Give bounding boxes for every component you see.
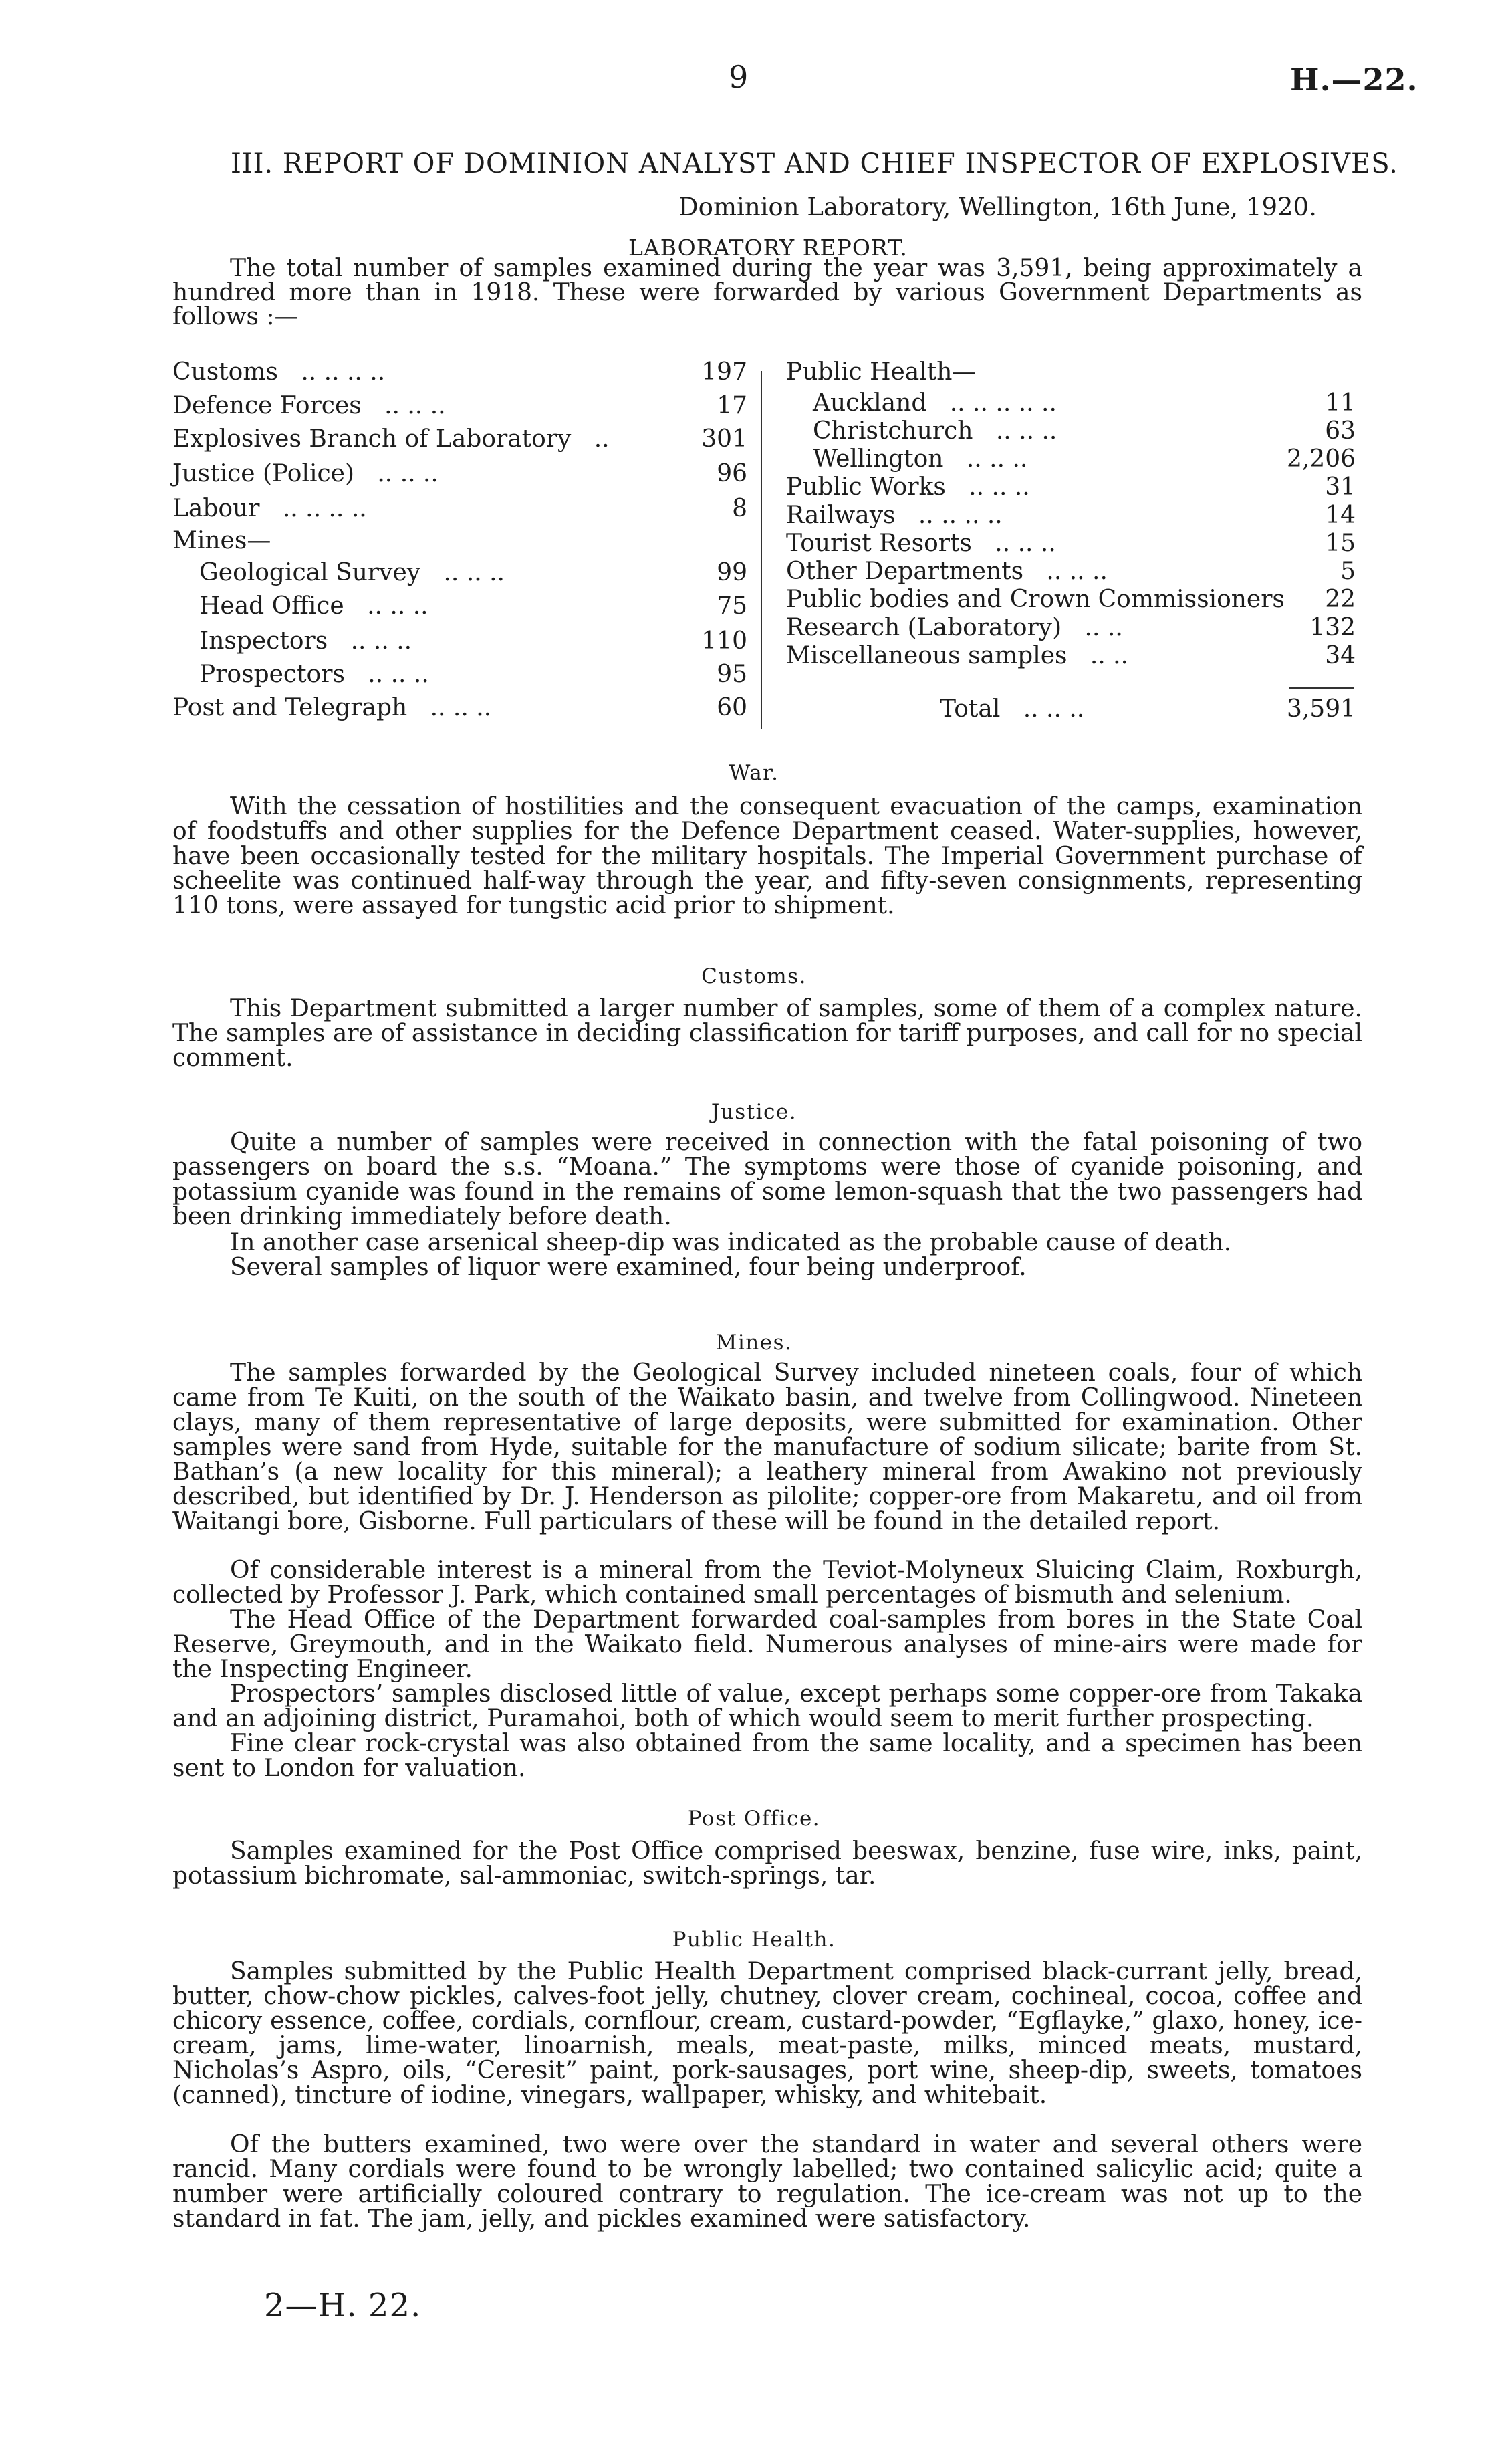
table-row (786, 358, 1356, 386)
post-office-paragraph: Samples examined for the Post Office comprised beeswax, benzine, fuse wire, inks, paint, potassium bichromate, sal-ammoniac, switch-springs, tar. (172, 1837, 1362, 1890)
row-value: 14 (1325, 501, 1356, 529)
leader-dots: .. .. .. .. (918, 501, 1003, 529)
leader-dots: .. .. .. (350, 627, 412, 655)
table-row (172, 392, 747, 419)
row-value: 75 (717, 592, 747, 620)
row-label: Inspectors (199, 627, 328, 655)
table-row (813, 417, 1356, 445)
report-title: III. REPORT OF DOMINION ANALYST AND CHIEF INSPECTOR OF EXPLOSIVES. (231, 148, 1398, 179)
samples-table-right (786, 358, 1356, 733)
table-row (172, 425, 747, 453)
table-total-row (940, 695, 1356, 723)
section-heading-war: War. (729, 761, 779, 785)
leader-dots: .. .. .. .. (301, 358, 386, 386)
row-value: 301 (701, 425, 747, 453)
mines-paragraph-1: The samples forwarded by the Geological Survey included nineteen coals, four of which came from Te Kuiti, on the south of the Waikato basin, and twelve from Collingwood. Nineteen clays, many of them representative of large deposits, were submitted for examination. Other samples were sand from Hyde, suitable for the manufacture of sodium silicate; barite from St. Bathan’s (a new locality for this mineral); a leathery mineral from Awakino not previously described, but identified by Dr. J. Henderson as pilolite; copper-ore from Makaretu, and oil from Waitangi bore, Gisborne. Full particulars of these will be found in the detailed report. (172, 1359, 1362, 1535)
row-label: Prospectors (199, 661, 345, 688)
row-value: 60 (717, 694, 747, 721)
row-label: Public Works (786, 473, 946, 501)
row-value: 132 (1309, 614, 1356, 641)
leader-dots: .. .. .. (368, 661, 429, 688)
row-value: 34 (1325, 642, 1356, 669)
table-row (199, 661, 747, 688)
leader-dots: .. .. .. (384, 392, 446, 419)
table-divider (761, 371, 762, 729)
table-row (172, 358, 747, 386)
row-label: Geological Survey (199, 559, 421, 586)
samples-table-left (172, 358, 747, 733)
table-row (786, 614, 1356, 641)
row-value: 2,206 (1286, 445, 1356, 473)
lab-report-heading: LABORATORY REPORT. (628, 235, 908, 261)
public-health-paragraph-1: Samples submitted by the Public Health Department comprised black-currant jelly, bread, butter, chow-chow pickles, calves-foot jelly, chutney, clover cream, cochineal, cocoa, coffee and chicory essence, coffee, cordials, cornflour, cream, custard-powder, “Egflayke,” glaxo, honey, ice-cream, jams, lime-water, linoarnish, meals, meat-paste, milks, minced meats, mustard, Nicholas’s Aspro, oils, “Ceresit” paint, pork-sausages, port wine, sheep-dip, sweets, tomatoes (canned), tincture of iodine, vinegars, wallpaper, whisky, and whitebait. (172, 1958, 1362, 2109)
leader-dots: .. .. .. .. .. (949, 389, 1057, 417)
table-row (786, 530, 1356, 557)
justice-paragraph-3: Several samples of liquor were examined, four being underproof. (230, 1254, 1027, 1281)
total-value: 3,591 (1286, 695, 1356, 723)
leader-dots: .. .. .. (377, 460, 438, 487)
row-label: Other Departments (786, 558, 1024, 585)
row-value: 11 (1325, 389, 1356, 417)
justice-paragraph-1: Quite a number of samples were received in connection with the fatal poisoning of two passengers on board the s.s. “Moana.” The symptoms were those of cyanide poisoning, and potassium cyanide was found in the remains of some lemon-squash that the two passengers had been drinking immediately before death. (172, 1129, 1362, 1230)
row-label: Post and Telegraph (172, 694, 408, 721)
row-value: 5 (1340, 558, 1356, 585)
section-heading-mines: Mines. (715, 1331, 793, 1355)
row-label: Explosives Branch of Laboratory (172, 425, 572, 453)
table-row (786, 473, 1356, 501)
table-row (786, 501, 1356, 529)
row-value: 95 (717, 661, 747, 688)
intro-paragraph: The total number of samples examined during the year was 3,591, being approximately a hundred more than in 1918. These were forwarded by various Government Departments as follows :— (172, 255, 1362, 330)
row-value: 15 (1325, 530, 1356, 557)
table-row (199, 592, 747, 620)
total-label: Total (940, 695, 1001, 723)
mines-paragraph-5: Fine clear rock-crystal was also obtained from the same locality, and a specimen has been sent to London for valuation. (172, 1730, 1362, 1782)
table-row (172, 460, 747, 487)
row-value: 22 (1325, 586, 1356, 613)
table-row (813, 445, 1356, 473)
row-label: Railways (786, 501, 896, 529)
row-label: Public Health— (786, 358, 977, 386)
leader-dots: .. .. .. (443, 559, 505, 586)
row-value: 31 (1325, 473, 1356, 501)
justice-paragraph-2: In another case arsenical sheep-dip was indicated as the probable cause of death. (230, 1229, 1232, 1256)
section-heading-justice: Justice. (711, 1100, 797, 1124)
row-value: 197 (701, 358, 747, 386)
row-value: 17 (717, 392, 747, 419)
row-label: Christchurch (813, 417, 973, 445)
leader-dots: .. .. .. (1023, 695, 1085, 723)
row-label: Tourist Resorts (786, 530, 972, 557)
mines-paragraph-2: Of considerable interest is a mineral from the Teviot-Molyneux Sluicing Claim, Roxburgh, collected by Professor J. Park, which contained small percentages of bismuth and selenium. (172, 1557, 1362, 1609)
table-row (813, 389, 1356, 417)
leader-dots: .. .. .. (969, 473, 1030, 501)
leader-dots: .. .. .. .. (282, 495, 367, 522)
row-label: Head Office (199, 592, 344, 620)
leader-dots: .. .. (1090, 642, 1129, 669)
mines-paragraph-4: Prospectors’ samples disclosed little of value, except perhaps some copper-ore from Takaka and an adjoining district, Puramahoi, both of which would seem to merit further prospecting. (172, 1680, 1362, 1732)
war-paragraph: With the cessation of hostilities and the consequent evacuation of the camps, examination of foodstuffs and other supplies for the Defence Department ceased. Water-supplies, however, have been occasionally tested for the military hospitals. The Imperial Government purchase of scheelite was continued half-way through the year, and fifty-seven consignments, representing 110 tons, were assayed for tungstic acid prior to shipment. (172, 793, 1362, 919)
table-row (199, 559, 747, 586)
row-value: 99 (717, 559, 747, 586)
signature-line: 2—H. 22. (264, 2287, 422, 2324)
row-value: 96 (717, 460, 747, 487)
leader-dots: .. .. .. (430, 694, 492, 721)
table-row (172, 527, 747, 554)
row-label: Justice (Police) (172, 460, 355, 487)
section-heading-post-office: Post Office. (687, 1807, 821, 1831)
table-row (199, 627, 747, 655)
dateline: Dominion Laboratory, Wellington, 16th June, 1920. (678, 193, 1317, 221)
table-row (786, 558, 1356, 585)
row-label: Public bodies and Crown Commissioners (786, 586, 1285, 613)
leader-dots: .. .. .. (995, 417, 1057, 445)
leader-dots: .. .. .. (995, 530, 1056, 557)
row-value: 63 (1325, 417, 1356, 445)
table-row (172, 694, 747, 721)
leader-dots: .. .. (1084, 614, 1123, 641)
page-number: 9 (729, 59, 749, 95)
leader-dots: .. .. .. (966, 445, 1028, 473)
mines-paragraph-3: The Head Office of the Department forwarded coal-samples from bores in the State Coal Reserve, Greymouth, and in the Waikato field. Numerous analyses of mine-airs were made for the Inspecting Engineer. (172, 1606, 1362, 1683)
leader-dots: .. .. .. (1046, 558, 1108, 585)
row-label: Auckland (813, 389, 927, 417)
table-row (786, 586, 1356, 613)
row-label: Research (Laboratory) (786, 614, 1062, 641)
row-label: Wellington (813, 445, 944, 473)
row-label: Labour (172, 495, 260, 522)
row-label: Defence Forces (172, 392, 362, 419)
row-label: Miscellaneous samples (786, 642, 1067, 669)
customs-paragraph: This Department submitted a larger number of samples, some of them of a complex nature. The samples are of assistance in deciding classification for tariff purposes, and call for no special comment. (172, 995, 1362, 1072)
table-row (172, 495, 747, 522)
leader-dots: .. (594, 425, 610, 453)
leader-dots: .. .. .. (367, 592, 428, 620)
public-health-paragraph-2: Of the butters examined, two were over the standard in water and several others were rancid. Many cordials were found to be wrongly labelled; two contained salicylic acid; quite a number were artificially coloured contrary to regulation. The ice-cream was not up to the standard in fat. The jam, jelly, and pickles examined were satisfactory. (172, 2131, 1362, 2233)
row-label: Mines— (172, 527, 271, 554)
row-label: Customs (172, 358, 278, 386)
table-row (786, 642, 1356, 669)
section-heading-public-health: Public Health. (672, 1928, 836, 1952)
document-code: H.—22. (1290, 62, 1418, 98)
total-rule (1289, 687, 1354, 689)
section-heading-customs: Customs. (701, 964, 807, 988)
row-value: 8 (732, 495, 747, 522)
row-value: 110 (701, 627, 747, 655)
